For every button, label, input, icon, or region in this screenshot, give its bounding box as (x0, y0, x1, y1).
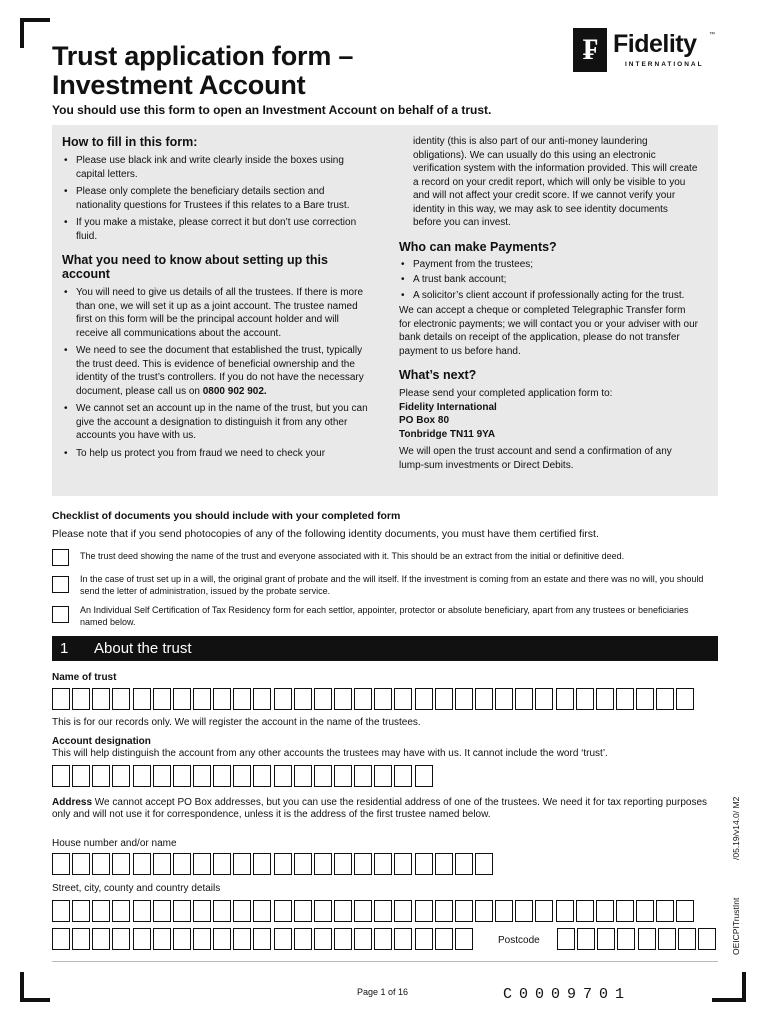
character-box[interactable] (475, 853, 493, 875)
character-box[interactable] (475, 688, 493, 710)
list-item: • You will need to give us details of all the trustees. If there is more than one, we will set it up as a joint account. The trustee named first on this form will be the principal account holder and will receive all communications about the account. (76, 286, 372, 340)
character-box[interactable] (294, 853, 312, 875)
checklist-note: Please note that if you send photocopies of any of the following identity documents, you must have them certified first. (52, 528, 599, 540)
list-item: • We cannot set an account up in the name of the trust, but you can give the account a designation to distinguish it from any other accounts you have with us. (76, 402, 372, 443)
character-box[interactable] (415, 928, 433, 950)
fidelity-logo-word: Fidelity (613, 30, 697, 58)
character-box[interactable] (92, 765, 110, 787)
character-box[interactable] (233, 688, 251, 710)
list-item: • Please use black ink and write clearly inside the boxes using capital letters. (76, 154, 372, 181)
character-box[interactable] (314, 765, 332, 787)
character-box[interactable] (596, 688, 614, 710)
character-box[interactable] (72, 853, 90, 875)
form-version-text: /05.19/v14.0/ M2 (731, 796, 741, 860)
checklist-checkbox-tax-residency[interactable] (52, 606, 69, 623)
character-box[interactable] (253, 900, 271, 922)
fidelity-logo (573, 28, 723, 74)
character-box[interactable] (274, 765, 292, 787)
character-box[interactable] (72, 928, 90, 950)
character-box[interactable] (92, 688, 110, 710)
character-box[interactable] (616, 900, 634, 922)
character-box[interactable] (394, 765, 412, 787)
character-box[interactable] (616, 688, 634, 710)
phone-number: 0800 902 902. (202, 385, 267, 397)
character-box[interactable] (314, 853, 332, 875)
character-box[interactable] (193, 928, 211, 950)
character-box[interactable] (576, 688, 594, 710)
character-box[interactable] (173, 900, 191, 922)
checklist-item-text: In the case of trust set up in a will, the original grant of probate and the will itself. If the investment is coming from an estate and there was no will, you should send the letter of administration, issued by the probate service. (80, 574, 704, 596)
character-box[interactable] (435, 900, 453, 922)
character-box[interactable] (334, 928, 352, 950)
character-box[interactable] (556, 900, 574, 922)
character-box[interactable] (455, 688, 473, 710)
title-line-2: Investment Account (52, 70, 306, 100)
address-block (52, 797, 707, 821)
character-box[interactable] (193, 853, 211, 875)
name-of-trust-field[interactable] (52, 688, 697, 710)
how-to-fill-list (62, 154, 372, 243)
character-box[interactable] (153, 900, 171, 922)
footer-divider (52, 961, 718, 962)
character-box[interactable] (72, 765, 90, 787)
character-box[interactable] (676, 900, 694, 922)
character-box[interactable] (535, 688, 553, 710)
whats-next-intro: Please send your completed application form to: (399, 388, 613, 399)
character-box[interactable] (455, 928, 473, 950)
what-you-need-heading: What you need to know about setting up this account (62, 253, 328, 281)
crop-mark-bottom-left-h (20, 998, 50, 1002)
character-box[interactable] (455, 900, 473, 922)
character-box[interactable] (334, 900, 352, 922)
character-box[interactable] (233, 900, 251, 922)
list-item: • A trust bank account; (413, 273, 699, 287)
payments-note: We can accept a cheque or completed Telegraphic Transfer form for electronic payments; we will contact you or your adviser with our bank details on receipt of the application, please do not transfer payment to us before hand. (399, 305, 699, 357)
character-box[interactable] (233, 765, 251, 787)
account-designation-field[interactable] (52, 765, 435, 787)
name-of-trust-note: This is for our records only. We will register the account in the name of the trustees. (52, 717, 421, 728)
payments-heading: Who can make Payments? (399, 239, 557, 254)
house-number-field[interactable] (52, 853, 495, 875)
fidelity-logo-sub: INTERNATIONAL (625, 61, 704, 68)
character-box[interactable] (314, 928, 332, 950)
character-box[interactable] (495, 688, 513, 710)
character-box[interactable] (153, 928, 171, 950)
character-box[interactable] (133, 928, 151, 950)
character-box[interactable] (92, 928, 110, 950)
character-box[interactable] (253, 688, 271, 710)
checklist-item-text: An Individual Self Certification of Tax Residency form for each settlor, appointer, protector or absolute beneficiary, apart from any trustees or beneficiaries named below. (80, 605, 689, 627)
character-box[interactable] (52, 853, 70, 875)
postal-address-line: PO Box 80 (399, 415, 450, 426)
info-panel (52, 125, 718, 496)
character-box[interactable] (394, 853, 412, 875)
character-box[interactable] (334, 765, 352, 787)
character-box[interactable] (597, 928, 615, 950)
fidelity-logo-tm: ™ (709, 32, 715, 38)
character-box[interactable] (112, 765, 130, 787)
character-box[interactable] (535, 900, 553, 922)
house-number-label: House number and/or name (52, 838, 177, 849)
character-box[interactable] (678, 928, 696, 950)
page-title (52, 42, 353, 100)
character-box[interactable] (72, 688, 90, 710)
page-subtitle: You should use this form to open an Investment Account on behalf of a trust. (52, 103, 492, 117)
character-box[interactable] (294, 765, 312, 787)
list-item: • To help us protect you from fraud we need to check your (76, 447, 372, 461)
character-box[interactable] (435, 853, 453, 875)
character-box[interactable] (656, 900, 674, 922)
list-item-text: We need to see the document that established the trust, typically the trust deed. This is evidence of beneficial ownership and the identity of the trust’s controllers. If you do not have the necessary document, please call us on (76, 345, 364, 397)
street-label: Street, city, county and country details (52, 883, 221, 894)
character-box[interactable] (112, 928, 130, 950)
checklist-heading: Checklist of documents you should include with your completed form (52, 510, 401, 522)
character-box[interactable] (153, 688, 171, 710)
character-box[interactable] (133, 853, 151, 875)
character-box[interactable] (193, 765, 211, 787)
character-box[interactable] (274, 928, 292, 950)
postcode-label: Postcode (498, 935, 540, 946)
character-box[interactable] (374, 688, 392, 710)
checklist-checkbox-trust-deed[interactable] (52, 549, 69, 566)
character-box[interactable] (415, 900, 433, 922)
character-box[interactable] (354, 928, 372, 950)
postal-address-line: Fidelity International (399, 401, 497, 413)
character-box[interactable] (576, 900, 594, 922)
character-box[interactable] (133, 900, 151, 922)
character-box[interactable] (495, 900, 513, 922)
character-box[interactable] (394, 928, 412, 950)
city-county-field[interactable] (52, 928, 475, 950)
character-box[interactable] (213, 765, 231, 787)
character-box[interactable] (658, 928, 676, 950)
character-box[interactable] (676, 688, 694, 710)
character-box[interactable] (173, 853, 191, 875)
payments-list (399, 258, 699, 303)
character-box[interactable] (233, 928, 251, 950)
character-box[interactable] (394, 900, 412, 922)
character-box[interactable] (173, 765, 191, 787)
character-box[interactable] (153, 853, 171, 875)
whats-next-heading: What’s next? (399, 368, 477, 382)
account-designation-note: This will help distinguish the account from any other accounts the trustees may have with us. It cannot include the word ‘trust’. (52, 748, 608, 759)
character-box[interactable] (374, 765, 392, 787)
character-box[interactable] (193, 688, 211, 710)
character-box[interactable] (173, 928, 191, 950)
character-box[interactable] (334, 688, 352, 710)
character-box[interactable] (133, 765, 151, 787)
character-box[interactable] (557, 928, 575, 950)
form-reference-text: OEICPITrustInt (731, 897, 741, 955)
character-box[interactable] (52, 900, 70, 922)
page-number: Page 1 of 16 (357, 987, 409, 997)
street-field[interactable] (52, 900, 697, 922)
character-box[interactable] (52, 928, 70, 950)
character-box[interactable] (314, 688, 332, 710)
character-box[interactable] (354, 765, 372, 787)
checklist-item-text: The trust deed showing the name of the trust and everyone associated with it. This should be an extract from the initial or definitive deed. (80, 551, 625, 561)
character-box[interactable] (515, 688, 533, 710)
character-box[interactable] (334, 853, 352, 875)
what-you-need-list (62, 286, 372, 460)
postal-address-line: Tonbridge TN11 9YA (399, 428, 496, 440)
character-box[interactable] (354, 853, 372, 875)
character-box[interactable] (415, 853, 433, 875)
character-box[interactable] (475, 900, 493, 922)
character-box[interactable] (274, 853, 292, 875)
character-box[interactable] (133, 688, 151, 710)
character-box[interactable] (274, 688, 292, 710)
character-box[interactable] (435, 688, 453, 710)
character-box[interactable] (656, 688, 674, 710)
section-title: About the trust (94, 640, 192, 657)
character-box[interactable] (294, 900, 312, 922)
character-box[interactable] (213, 688, 231, 710)
address-note: We cannot accept PO Box addresses, but you can use the residential address of one of the trustees. We need it for tax reporting purposes only and will not use it for correspondence, unless it is the address of the first trustee named below. (52, 797, 708, 820)
character-box[interactable] (636, 688, 654, 710)
identity-continued: identity (this is also part of our anti-money laundering obligations). We can usually do this using an electronic verification system with the information provided. This will create a record on your credit report, which will only be visible to you and will not affect your credit score. If we cannot verify your identity in this way, we may ask to see identity documents before you can invest. (413, 136, 698, 228)
character-box[interactable] (636, 900, 654, 922)
character-box[interactable] (354, 900, 372, 922)
character-box[interactable] (415, 688, 433, 710)
section-number: 1 (60, 640, 69, 657)
fidelity-logo-mark: ₣ (573, 28, 607, 72)
character-box[interactable] (253, 765, 271, 787)
character-box[interactable] (596, 900, 614, 922)
character-box[interactable] (253, 928, 271, 950)
character-box[interactable] (577, 928, 595, 950)
address-label: Address (52, 797, 93, 808)
character-box[interactable] (394, 688, 412, 710)
list-item: • A solicitor’s client account if professionally acting for the trust. (413, 289, 699, 303)
checklist-checkbox-probate[interactable] (52, 576, 69, 593)
character-box[interactable] (314, 900, 332, 922)
character-box[interactable] (92, 853, 110, 875)
character-box[interactable] (274, 900, 292, 922)
info-right-column (399, 135, 699, 472)
character-box[interactable] (233, 853, 251, 875)
section-1-header (52, 636, 718, 661)
character-box[interactable] (698, 928, 716, 950)
character-box[interactable] (92, 900, 110, 922)
postcode-field[interactable] (557, 928, 718, 950)
character-box[interactable] (112, 688, 130, 710)
character-box[interactable] (374, 900, 392, 922)
character-box[interactable] (173, 688, 191, 710)
character-box[interactable] (617, 928, 635, 950)
crop-mark-top-left-v (20, 18, 24, 48)
character-box[interactable] (354, 688, 372, 710)
name-of-trust-label: Name of trust (52, 672, 117, 683)
character-box[interactable] (253, 853, 271, 875)
character-box[interactable] (374, 853, 392, 875)
character-box[interactable] (72, 900, 90, 922)
character-box[interactable] (455, 853, 473, 875)
form-code: C0009701 (503, 986, 632, 1003)
character-box[interactable] (213, 853, 231, 875)
character-box[interactable] (52, 765, 70, 787)
list-item: • Please only complete the beneficiary details section and nationality questions for Trustees if this relates to a Bare trust. (76, 185, 372, 212)
title-line-1: Trust application form – (52, 41, 354, 71)
character-box[interactable] (213, 928, 231, 950)
info-left-column (62, 135, 372, 464)
crop-mark-top-left-h (20, 18, 50, 22)
list-item: • Payment from the trustees; (413, 258, 699, 272)
character-box[interactable] (294, 688, 312, 710)
character-box[interactable] (294, 928, 312, 950)
character-box[interactable] (112, 900, 130, 922)
character-box[interactable] (112, 853, 130, 875)
account-designation-label: Account designation (52, 736, 151, 747)
list-item (76, 344, 372, 398)
character-box[interactable] (556, 688, 574, 710)
character-box[interactable] (415, 765, 433, 787)
how-to-fill-heading: How to fill in this form: (62, 135, 198, 149)
list-item: • If you make a mistake, please correct it but don’t use correction fluid. (76, 216, 372, 243)
character-box[interactable] (52, 688, 70, 710)
character-box[interactable] (213, 900, 231, 922)
character-box[interactable] (435, 928, 453, 950)
crop-mark-bottom-right-h (712, 998, 746, 1002)
character-box[interactable] (153, 765, 171, 787)
character-box[interactable] (515, 900, 533, 922)
whats-next-note: We will open the trust account and send a confirmation of any lump-sum investments or Direct Debits. (399, 446, 672, 471)
character-box[interactable] (374, 928, 392, 950)
character-box[interactable] (638, 928, 656, 950)
character-box[interactable] (193, 900, 211, 922)
